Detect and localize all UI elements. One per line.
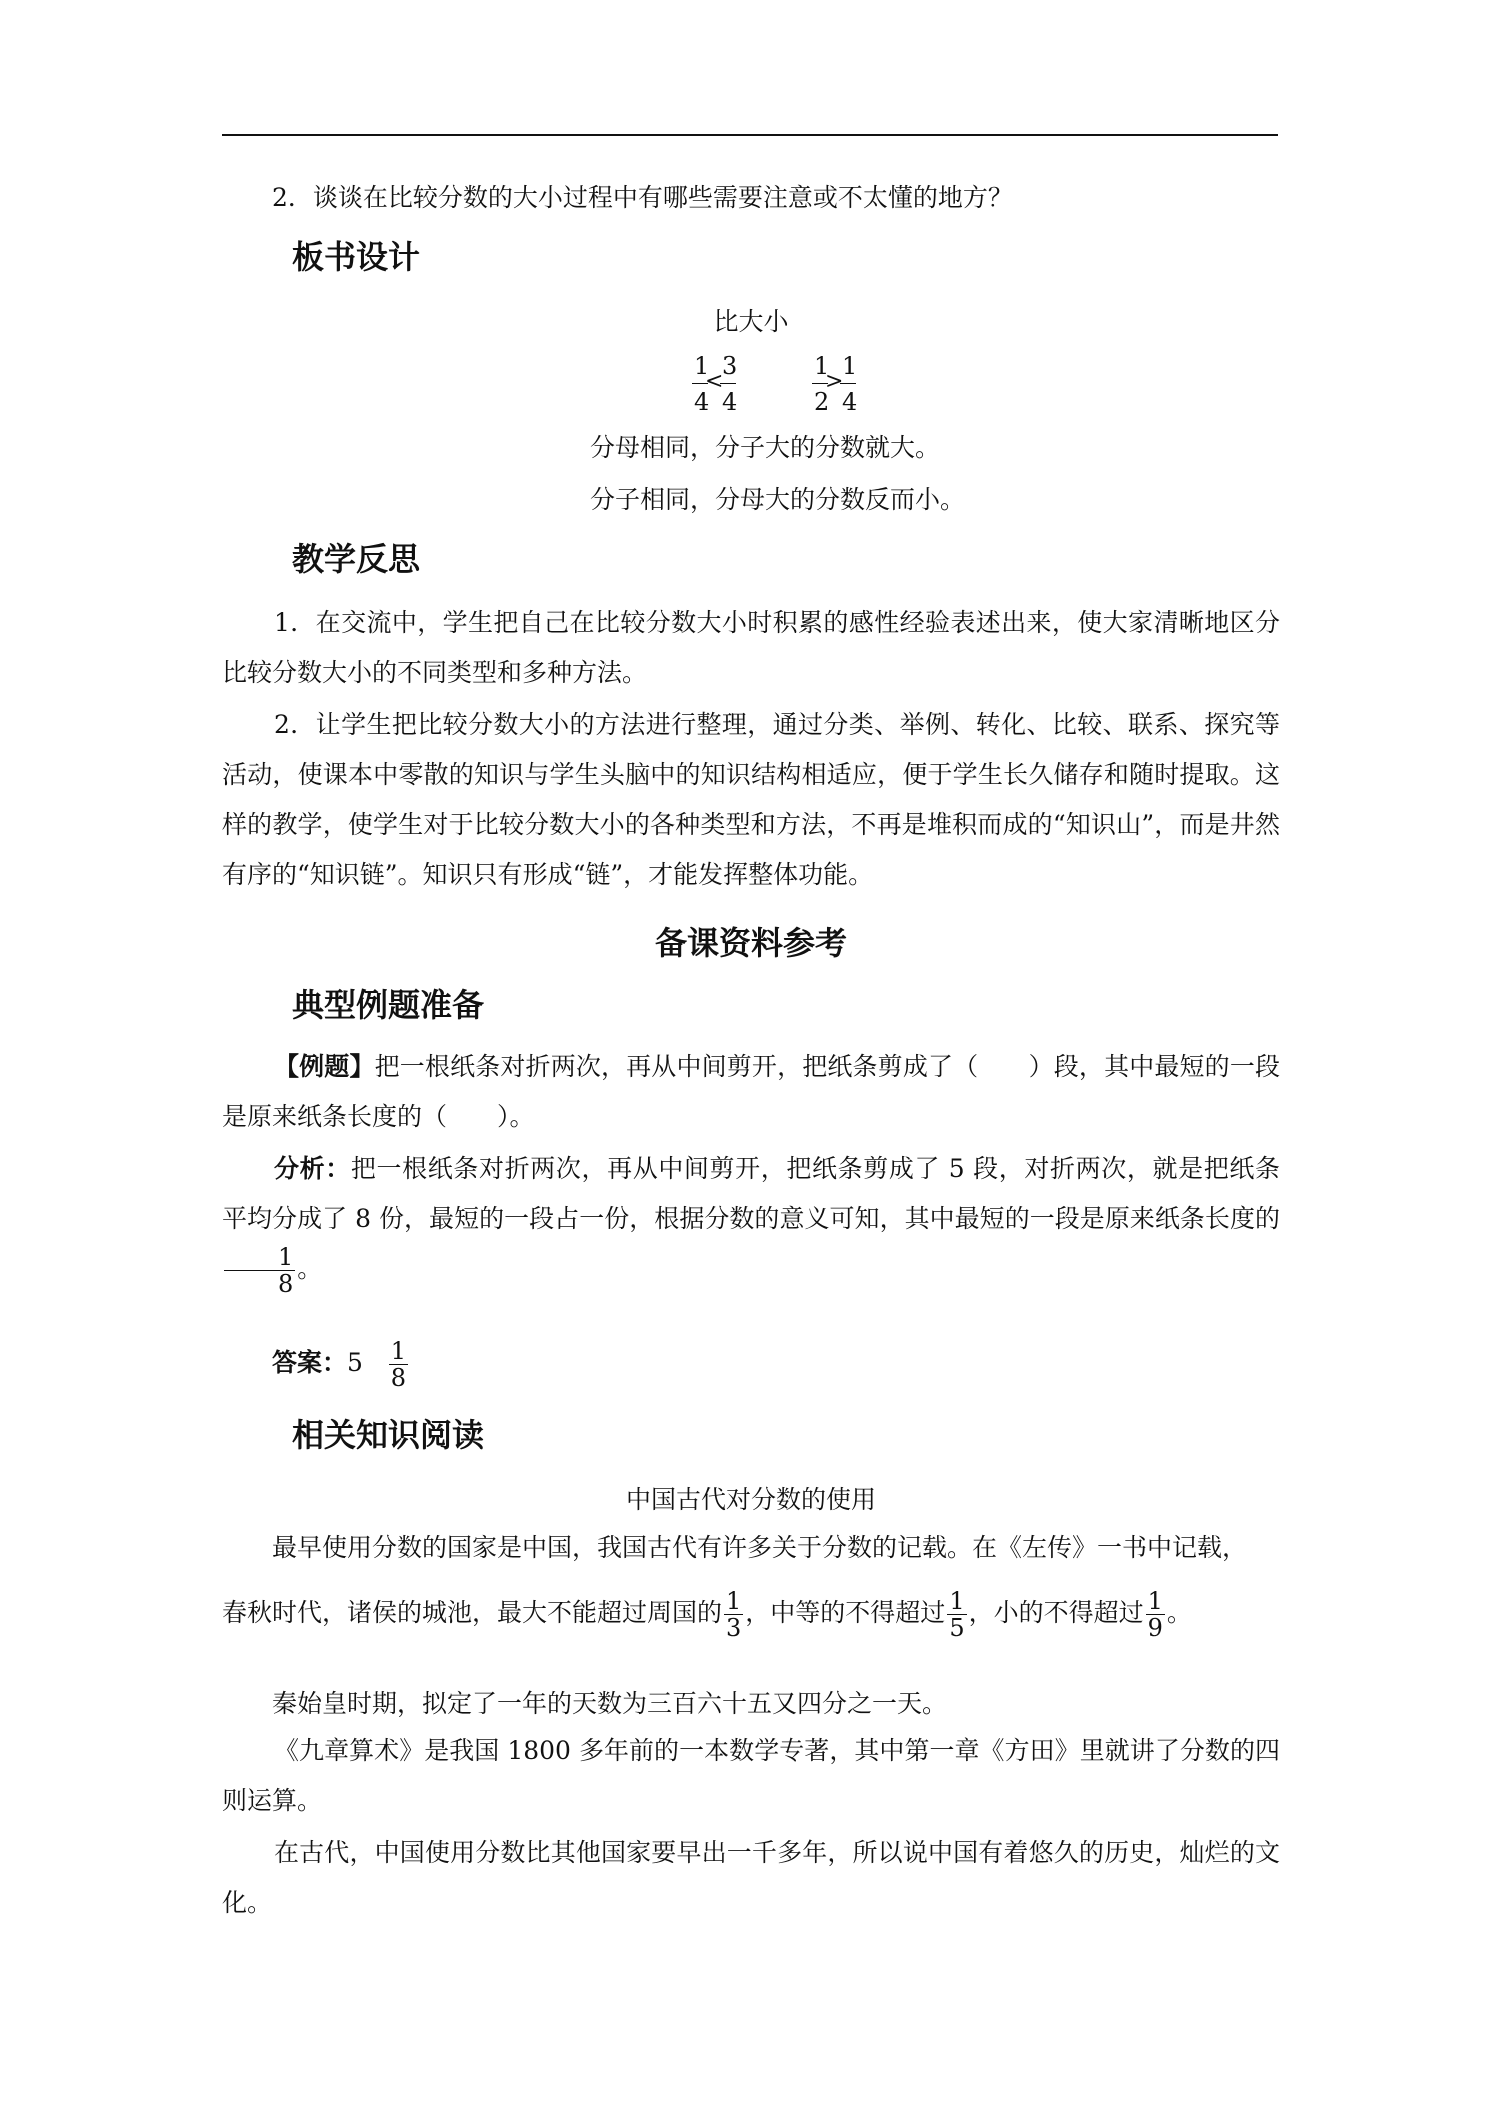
reading-p1-line2 <box>222 1588 1192 1641</box>
answer-frac-num: 1 <box>390 1337 407 1365</box>
analysis-text: 把一根纸条对折两次，再从中间剪开，把纸条剪成了 5 段，对折两次，就是把纸条平均分成了 8 份，最短的一段占一份，根据分数的意义可知，其中最短的一段是原来纸条长度的 <box>222 1154 1280 1233</box>
fraction-one-third <box>724 1588 743 1641</box>
fraction-one-fifth <box>947 1588 966 1641</box>
reading-paragraph-3: 《九章算术》是我国 1800 多年前的一本数学专著，其中第一章《方田》里就讲了分数的四则运算。 <box>222 1736 1280 1815</box>
cmp2-operator: > <box>825 369 844 394</box>
reading-p1-text-a: 春秋时代，诸侯的城池，最大不能超过周国的 <box>222 1598 723 1627</box>
board-comparison-2 <box>810 352 890 422</box>
cmp1-right-den: 4 <box>722 388 738 416</box>
cmp1-left-den: 4 <box>694 388 710 416</box>
prep-reference-title: 备课资料参考 <box>654 924 847 962</box>
analysis-frac-den: 8 <box>278 1270 294 1298</box>
reading-heading: 相关知识阅读 <box>292 1416 485 1454</box>
board-design-heading: 板书设计 <box>292 238 421 276</box>
teaching-reflection-heading: 教学反思 <box>292 540 421 578</box>
board-rule-2: 分子相同，分母大的分数反而小。 <box>590 485 966 514</box>
reading-paragraph-2: 秦始皇时期，拟定了一年的天数为三百六十五又四分之一天。 <box>272 1689 948 1718</box>
example-label: 【例题】 <box>274 1052 375 1081</box>
frac3-num: 1 <box>1147 1587 1163 1615</box>
reading-title: 中国古代对分数的使用 <box>625 1485 876 1514</box>
fraction-one-ninth <box>1146 1588 1165 1641</box>
answer-value: 5 <box>347 1348 363 1377</box>
reading-p1-line1: 最早使用分数的国家是中国，我国古代有许多关于分数的记载。在《左传》一书中记载， <box>272 1533 1248 1562</box>
answer-frac-den: 8 <box>390 1364 407 1392</box>
frac1-den: 3 <box>726 1614 742 1642</box>
header-rule <box>222 134 1278 136</box>
board-design-title: 比大小 <box>713 307 789 336</box>
cmp2-left-den: 2 <box>814 388 830 416</box>
frac3-den: 9 <box>1147 1614 1163 1642</box>
reading-paragraph-4: 在古代，中国使用分数比其他国家要早出一千多年，所以说中国有着悠久的历史，灿烂的文化。 <box>222 1838 1280 1917</box>
reading-p1-text-c: ，小的不得超过 <box>968 1598 1144 1627</box>
reflection-paragraph-2: 2．让学生把比较分数大小的方法进行整理，通过分类、举例、转化、比较、联系、探究等活动，使课本中零散的知识与学生头脑中的知识结构相适应，便于学生长久储存和随时提取。这样的教学，使学生对于比较分数大小的各种类型和方法，不再是堆积而成的“知识山”，而是井然有序的“知识链”。知识只有形成“链”，才能发挥整体功能。 <box>222 710 1280 889</box>
example-analysis <box>222 1144 1280 1297</box>
cmp2-right-den: 4 <box>842 388 858 416</box>
example-question-text: 把一根纸条对折两次，再从中间剪开，把纸条剪成了（ ）段，其中最短的一段是原来纸条长度的（ ）。 <box>222 1052 1280 1131</box>
cmp1-operator: < <box>705 369 724 394</box>
analysis-frac-num: 1 <box>224 1244 295 1271</box>
frac2-num: 1 <box>949 1587 965 1615</box>
example-question <box>222 1042 1280 1142</box>
cmp2-right-num: 1 <box>842 352 858 380</box>
reading-p1-text-d: 。 <box>1166 1598 1192 1627</box>
example-heading: 典型例题准备 <box>292 986 485 1024</box>
cmp1-right-num: 3 <box>722 352 738 380</box>
reading-p1-text-b: ，中等的不得超过 <box>745 1598 946 1627</box>
board-comparison-1 <box>690 352 770 422</box>
analysis-label: 分析： <box>274 1154 351 1183</box>
analysis-end: 。 <box>297 1254 323 1283</box>
frac1-num: 1 <box>726 1587 742 1615</box>
reflection-paragraph-1: 1．在交流中，学生把自己在比较分数大小时积累的感性经验表述出来，使大家清晰地区分比较分数大小的不同类型和多种方法。 <box>222 608 1280 687</box>
board-rule-1: 分母相同，分子大的分数就大。 <box>590 433 941 462</box>
reflect-item-2: 2．谈谈在比较分数的大小过程中有哪些需要注意或不太懂的地方？ <box>272 183 1013 212</box>
cmp1-left-num: 1 <box>694 352 710 380</box>
frac2-den: 5 <box>949 1614 965 1642</box>
answer-fraction <box>389 1338 408 1391</box>
cmp2-left-num: 1 <box>814 352 830 380</box>
answer-label: 答案： <box>272 1348 348 1377</box>
example-answer <box>272 1338 410 1391</box>
analysis-fraction <box>224 1244 295 1297</box>
